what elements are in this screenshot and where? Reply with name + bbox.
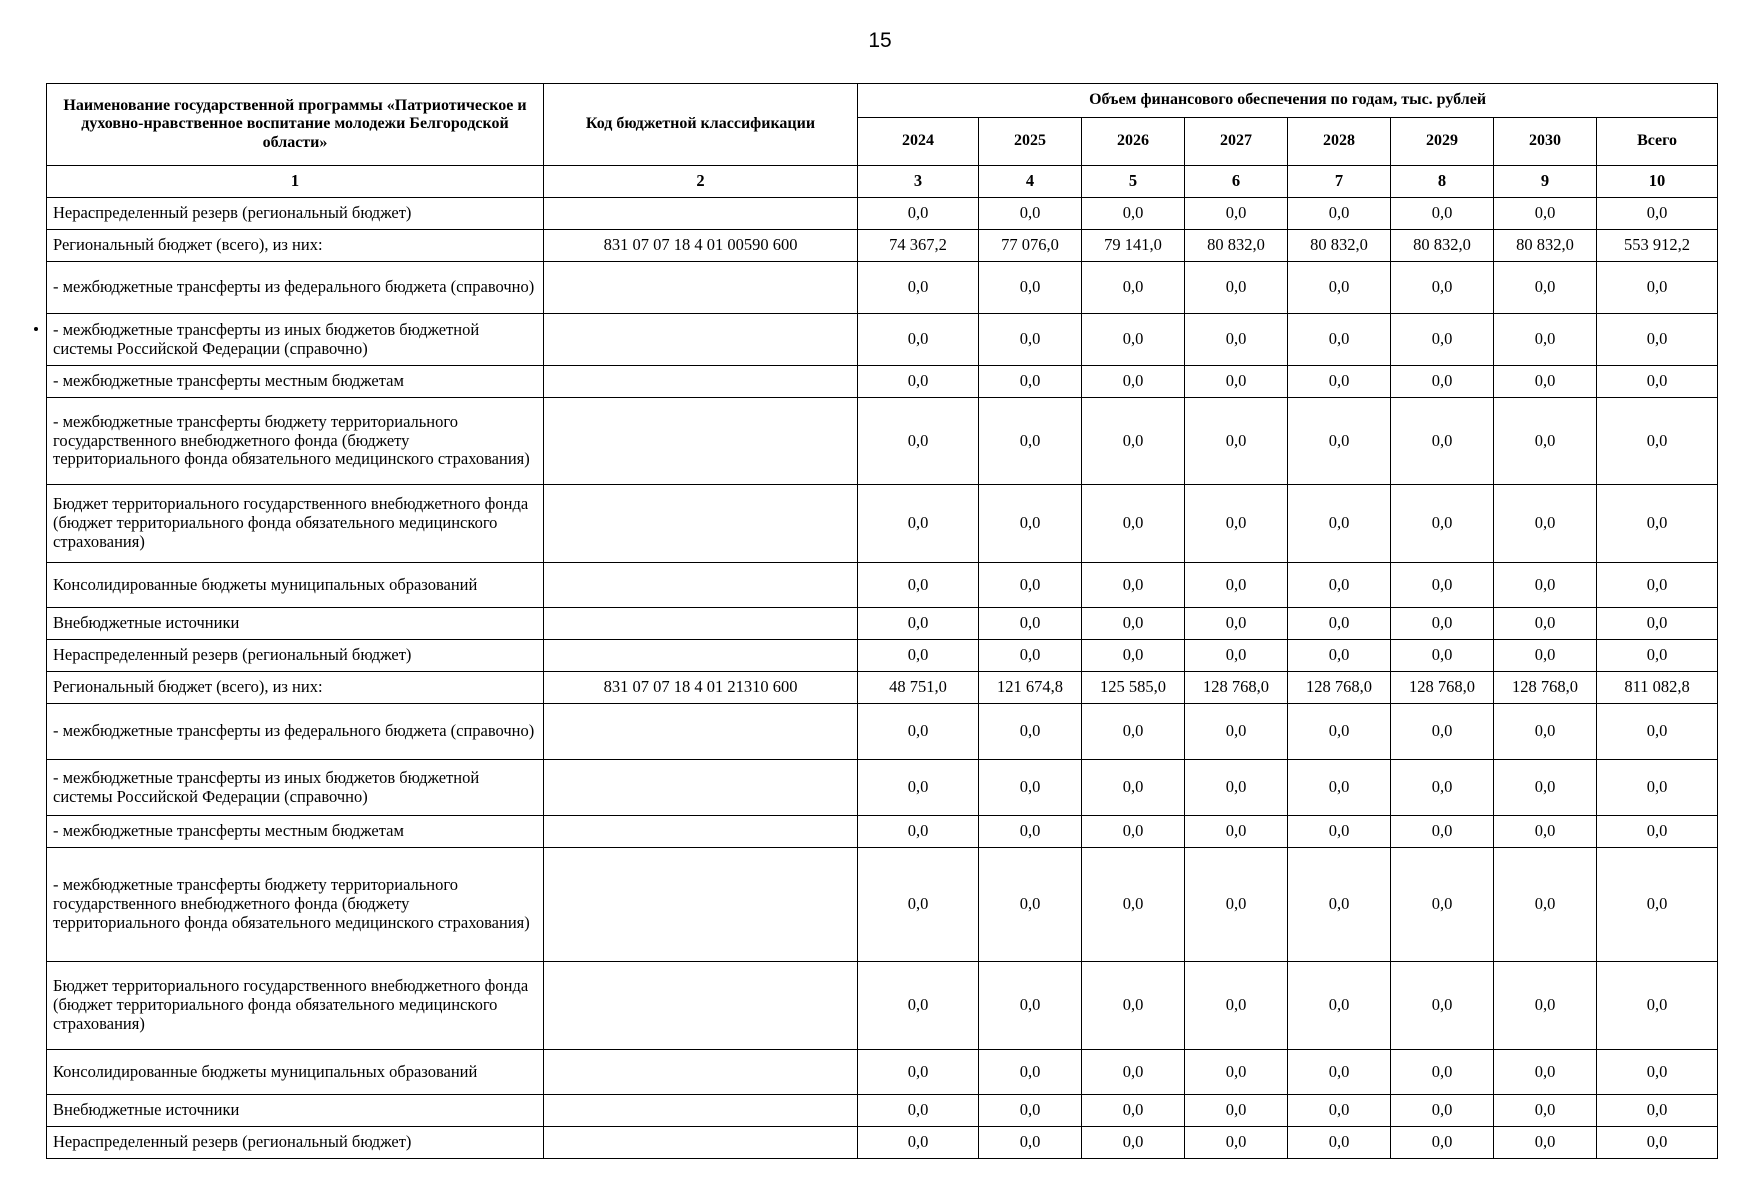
row-year-value: 0,0 — [979, 262, 1082, 314]
row-year-value: 0,0 — [1494, 962, 1597, 1050]
row-budget-code — [544, 848, 858, 962]
row-name: Внебюджетные источники — [47, 608, 544, 640]
row-year-value: 74 367,2 — [858, 230, 979, 262]
row-year-value: 0,0 — [1494, 760, 1597, 816]
row-year-value: 80 832,0 — [1185, 230, 1288, 262]
table-row — [47, 760, 1718, 816]
row-year-value: 128 768,0 — [1391, 672, 1494, 704]
row-year-value: 0,0 — [1082, 262, 1185, 314]
column-number: 9 — [1494, 166, 1597, 198]
row-year-value: 0,0 — [979, 962, 1082, 1050]
row-budget-code — [544, 816, 858, 848]
row-year-value: 0,0 — [1185, 760, 1288, 816]
row-year-value: 0,0 — [1391, 563, 1494, 608]
row-year-value: 0,0 — [1391, 848, 1494, 962]
row-name: - межбюджетные трансферты бюджету территориального государственного внебюджетного фонда (бюджету территориального фонда обязательного медицинского страхования) — [47, 848, 544, 962]
row-year-value: 0,0 — [858, 1050, 979, 1095]
row-year-value: 0,0 — [979, 198, 1082, 230]
row-year-value: 128 768,0 — [1494, 672, 1597, 704]
row-year-value: 0,0 — [1082, 485, 1185, 563]
row-total-value: 0,0 — [1597, 704, 1718, 760]
row-year-value: 0,0 — [1288, 314, 1391, 366]
row-year-value: 0,0 — [979, 1127, 1082, 1159]
year-header: 2026 — [1082, 118, 1185, 166]
row-year-value: 0,0 — [979, 1050, 1082, 1095]
budget-code-header: Код бюджетной классификации — [544, 84, 858, 166]
row-year-value: 0,0 — [1185, 1095, 1288, 1127]
row-year-value: 0,0 — [1391, 1127, 1494, 1159]
row-year-value: 80 832,0 — [1494, 230, 1597, 262]
row-year-value: 0,0 — [1185, 1127, 1288, 1159]
row-year-value: 0,0 — [858, 608, 979, 640]
row-year-value: 0,0 — [1288, 1050, 1391, 1095]
row-year-value: 0,0 — [858, 314, 979, 366]
row-year-value: 0,0 — [1288, 816, 1391, 848]
row-year-value: 0,0 — [1288, 262, 1391, 314]
row-budget-code — [544, 366, 858, 398]
column-number: 3 — [858, 166, 979, 198]
row-year-value: 0,0 — [1288, 962, 1391, 1050]
row-name: Нераспределенный резерв (региональный бюджет) — [47, 1127, 544, 1159]
row-year-value: 0,0 — [1185, 816, 1288, 848]
row-year-value: 0,0 — [979, 848, 1082, 962]
row-budget-code — [544, 1127, 858, 1159]
row-year-value: 0,0 — [858, 262, 979, 314]
row-year-value: 0,0 — [1082, 704, 1185, 760]
row-budget-code — [544, 640, 858, 672]
row-year-value: 0,0 — [979, 816, 1082, 848]
column-number: 7 — [1288, 166, 1391, 198]
row-year-value: 0,0 — [979, 640, 1082, 672]
row-name: - межбюджетные трансферты местным бюджетам — [47, 366, 544, 398]
row-year-value: 0,0 — [1494, 640, 1597, 672]
row-year-value: 80 832,0 — [1391, 230, 1494, 262]
row-total-value: 0,0 — [1597, 1095, 1718, 1127]
row-year-value: 0,0 — [1288, 563, 1391, 608]
row-year-value: 0,0 — [979, 608, 1082, 640]
row-name: Консолидированные бюджеты муниципальных образований — [47, 1050, 544, 1095]
row-year-value: 0,0 — [1288, 366, 1391, 398]
row-year-value: 0,0 — [858, 704, 979, 760]
row-year-value: 0,0 — [1185, 314, 1288, 366]
table-row — [47, 848, 1718, 962]
row-budget-code — [544, 198, 858, 230]
row-year-value: 0,0 — [1391, 962, 1494, 1050]
row-year-value: 0,0 — [1082, 366, 1185, 398]
row-year-value: 0,0 — [1082, 314, 1185, 366]
row-total-value: 0,0 — [1597, 398, 1718, 485]
row-year-value: 0,0 — [858, 563, 979, 608]
row-budget-code — [544, 1050, 858, 1095]
row-total-value: 0,0 — [1597, 366, 1718, 398]
table-row — [47, 962, 1718, 1050]
row-year-value: 0,0 — [1185, 848, 1288, 962]
year-header: 2030 — [1494, 118, 1597, 166]
table-row — [47, 672, 1718, 704]
row-year-value: 121 674,8 — [979, 672, 1082, 704]
row-total-value: 811 082,8 — [1597, 672, 1718, 704]
table-row — [47, 314, 1718, 366]
table-row — [47, 366, 1718, 398]
row-total-value: 0,0 — [1597, 640, 1718, 672]
row-year-value: 0,0 — [1288, 1095, 1391, 1127]
row-name: - межбюджетные трансферты из иных бюджетов бюджетной системы Российской Федерации (справочно) — [47, 760, 544, 816]
row-name: - межбюджетные трансферты из федерального бюджета (справочно) — [47, 704, 544, 760]
row-year-value: 0,0 — [979, 314, 1082, 366]
row-year-value: 0,0 — [1391, 816, 1494, 848]
row-year-value: 0,0 — [1082, 640, 1185, 672]
row-year-value: 0,0 — [1391, 398, 1494, 485]
row-year-value: 0,0 — [1494, 198, 1597, 230]
row-total-value: 0,0 — [1597, 563, 1718, 608]
row-year-value: 0,0 — [1185, 563, 1288, 608]
row-year-value: 0,0 — [1185, 962, 1288, 1050]
row-name: - межбюджетные трансферты местным бюджетам — [47, 816, 544, 848]
row-year-value: 0,0 — [1082, 962, 1185, 1050]
table-row — [47, 608, 1718, 640]
row-name: - межбюджетные трансферты бюджету территориального государственного внебюджетного фонда (бюджету территориального фонда обязательного медицинского страхования) — [47, 398, 544, 485]
table-row — [47, 398, 1718, 485]
row-name: Региональный бюджет (всего), из них: — [47, 230, 544, 262]
row-total-value: 0,0 — [1597, 962, 1718, 1050]
row-year-value: 0,0 — [1185, 262, 1288, 314]
row-year-value: 0,0 — [1494, 1095, 1597, 1127]
row-year-value: 0,0 — [858, 962, 979, 1050]
row-total-value: 0,0 — [1597, 262, 1718, 314]
table-row — [47, 563, 1718, 608]
row-year-value: 0,0 — [1082, 816, 1185, 848]
row-year-value: 0,0 — [979, 485, 1082, 563]
row-name: Региональный бюджет (всего), из них: — [47, 672, 544, 704]
row-year-value: 0,0 — [1082, 760, 1185, 816]
row-year-value: 0,0 — [1391, 608, 1494, 640]
row-budget-code — [544, 563, 858, 608]
column-number: 4 — [979, 166, 1082, 198]
row-year-value: 0,0 — [1494, 848, 1597, 962]
row-name: Консолидированные бюджеты муниципальных образований — [47, 563, 544, 608]
column-number: 8 — [1391, 166, 1494, 198]
row-budget-code — [544, 760, 858, 816]
row-budget-code — [544, 485, 858, 563]
row-year-value: 0,0 — [1494, 314, 1597, 366]
year-header: 2029 — [1391, 118, 1494, 166]
row-name: Бюджет территориального государственного внебюджетного фонда (бюджет территориального фонда обязательного медицинского страхования) — [47, 485, 544, 563]
row-year-value: 0,0 — [1494, 366, 1597, 398]
row-budget-code — [544, 262, 858, 314]
row-total-value: 0,0 — [1597, 816, 1718, 848]
table-row — [47, 230, 1718, 262]
row-year-value: 0,0 — [979, 1095, 1082, 1127]
row-year-value: 0,0 — [1288, 398, 1391, 485]
table-row — [47, 704, 1718, 760]
row-year-value: 0,0 — [1185, 608, 1288, 640]
row-year-value: 0,0 — [858, 366, 979, 398]
row-year-value: 0,0 — [979, 760, 1082, 816]
row-year-value: 0,0 — [1494, 262, 1597, 314]
row-year-value: 0,0 — [1288, 848, 1391, 962]
row-year-value: 0,0 — [1494, 398, 1597, 485]
row-name: - межбюджетные трансферты из иных бюджетов бюджетной системы Российской Федерации (справочно) — [47, 314, 544, 366]
row-year-value: 0,0 — [1288, 760, 1391, 816]
row-year-value: 0,0 — [1494, 816, 1597, 848]
table-row — [47, 1127, 1718, 1159]
row-year-value: 0,0 — [858, 816, 979, 848]
row-budget-code: 831 07 07 18 4 01 00590 600 — [544, 230, 858, 262]
row-year-value: 0,0 — [1082, 1050, 1185, 1095]
row-year-value: 0,0 — [858, 1095, 979, 1127]
column-number: 1 — [47, 166, 544, 198]
row-year-value: 0,0 — [1494, 485, 1597, 563]
row-year-value: 0,0 — [1494, 608, 1597, 640]
row-year-value: 48 751,0 — [858, 672, 979, 704]
row-year-value: 80 832,0 — [1288, 230, 1391, 262]
row-year-value: 79 141,0 — [1082, 230, 1185, 262]
financing-table — [46, 83, 1718, 1159]
table-row — [47, 1050, 1718, 1095]
row-year-value: 0,0 — [1494, 1050, 1597, 1095]
row-year-value: 0,0 — [1391, 1050, 1494, 1095]
row-total-value: 0,0 — [1597, 848, 1718, 962]
row-budget-code — [544, 314, 858, 366]
row-year-value: 0,0 — [1391, 640, 1494, 672]
row-year-value: 0,0 — [1082, 848, 1185, 962]
row-name: Нераспределенный резерв (региональный бюджет) — [47, 198, 544, 230]
total-header: Всего — [1597, 118, 1718, 166]
row-year-value: 0,0 — [979, 398, 1082, 485]
row-year-value: 0,0 — [1494, 704, 1597, 760]
row-total-value: 0,0 — [1597, 198, 1718, 230]
column-number: 5 — [1082, 166, 1185, 198]
row-year-value: 0,0 — [1288, 608, 1391, 640]
row-year-value: 0,0 — [858, 640, 979, 672]
table-row — [47, 640, 1718, 672]
row-year-value: 0,0 — [1185, 198, 1288, 230]
row-year-value: 77 076,0 — [979, 230, 1082, 262]
row-name: - межбюджетные трансферты из федерального бюджета (справочно) — [47, 262, 544, 314]
page-number: 15 — [868, 29, 892, 52]
row-year-value: 0,0 — [858, 198, 979, 230]
row-year-value: 0,0 — [858, 398, 979, 485]
row-name: Бюджет территориального государственного внебюджетного фонда (бюджет территориального фонда обязательного медицинского страхования) — [47, 962, 544, 1050]
row-name: Внебюджетные источники — [47, 1095, 544, 1127]
row-year-value: 0,0 — [1185, 485, 1288, 563]
row-year-value: 0,0 — [1391, 760, 1494, 816]
year-header: 2024 — [858, 118, 979, 166]
row-year-value: 0,0 — [1288, 198, 1391, 230]
year-header: 2028 — [1288, 118, 1391, 166]
row-total-value: 0,0 — [1597, 314, 1718, 366]
year-header: 2027 — [1185, 118, 1288, 166]
row-year-value: 0,0 — [858, 485, 979, 563]
column-number: 10 — [1597, 166, 1718, 198]
row-year-value: 0,0 — [979, 704, 1082, 760]
row-year-value: 0,0 — [1185, 1050, 1288, 1095]
table-row — [47, 262, 1718, 314]
year-header: 2025 — [979, 118, 1082, 166]
row-year-value: 128 768,0 — [1185, 672, 1288, 704]
row-year-value: 0,0 — [979, 366, 1082, 398]
row-year-value: 0,0 — [1391, 314, 1494, 366]
row-year-value: 0,0 — [1391, 262, 1494, 314]
row-year-value: 0,0 — [1391, 704, 1494, 760]
program-name-header: Наименование государственной программы «Патриотическое и духовно-нравственное воспитание молодежи Белгородской области» — [47, 84, 544, 166]
row-year-value: 0,0 — [858, 1127, 979, 1159]
row-year-value: 0,0 — [1185, 704, 1288, 760]
row-total-value: 0,0 — [1597, 608, 1718, 640]
row-budget-code — [544, 1095, 858, 1127]
funding-volume-header: Объем финансового обеспечения по годам, тыс. рублей — [858, 84, 1718, 118]
row-year-value: 0,0 — [1082, 563, 1185, 608]
row-year-value: 125 585,0 — [1082, 672, 1185, 704]
row-total-value: 0,0 — [1597, 760, 1718, 816]
row-year-value: 0,0 — [1288, 1127, 1391, 1159]
row-year-value: 0,0 — [1082, 198, 1185, 230]
row-year-value: 0,0 — [1494, 563, 1597, 608]
row-year-value: 0,0 — [1391, 1095, 1494, 1127]
row-year-value: 0,0 — [1288, 640, 1391, 672]
row-year-value: 0,0 — [1391, 366, 1494, 398]
row-year-value: 0,0 — [858, 760, 979, 816]
scan-dot — [34, 327, 38, 331]
row-budget-code — [544, 608, 858, 640]
row-year-value: 0,0 — [1185, 366, 1288, 398]
column-number: 2 — [544, 166, 858, 198]
row-total-value: 553 912,2 — [1597, 230, 1718, 262]
table-row — [47, 816, 1718, 848]
row-year-value: 0,0 — [1082, 1127, 1185, 1159]
row-budget-code — [544, 398, 858, 485]
row-year-value: 0,0 — [1391, 198, 1494, 230]
row-total-value: 0,0 — [1597, 485, 1718, 563]
row-year-value: 0,0 — [1288, 485, 1391, 563]
row-year-value: 0,0 — [1082, 608, 1185, 640]
row-year-value: 0,0 — [1494, 1127, 1597, 1159]
column-number: 6 — [1185, 166, 1288, 198]
row-name: Нераспределенный резерв (региональный бюджет) — [47, 640, 544, 672]
row-total-value: 0,0 — [1597, 1050, 1718, 1095]
row-budget-code — [544, 704, 858, 760]
table-row — [47, 1095, 1718, 1127]
row-budget-code — [544, 962, 858, 1050]
row-year-value: 0,0 — [1082, 1095, 1185, 1127]
row-year-value: 0,0 — [858, 848, 979, 962]
row-year-value: 0,0 — [1288, 704, 1391, 760]
row-year-value: 0,0 — [1185, 398, 1288, 485]
row-year-value: 0,0 — [1082, 398, 1185, 485]
row-year-value: 0,0 — [1391, 485, 1494, 563]
row-year-value: 0,0 — [979, 563, 1082, 608]
row-budget-code: 831 07 07 18 4 01 21310 600 — [544, 672, 858, 704]
row-year-value: 0,0 — [1185, 640, 1288, 672]
row-year-value: 128 768,0 — [1288, 672, 1391, 704]
table-row — [47, 198, 1718, 230]
table-row — [47, 485, 1718, 563]
row-total-value: 0,0 — [1597, 1127, 1718, 1159]
